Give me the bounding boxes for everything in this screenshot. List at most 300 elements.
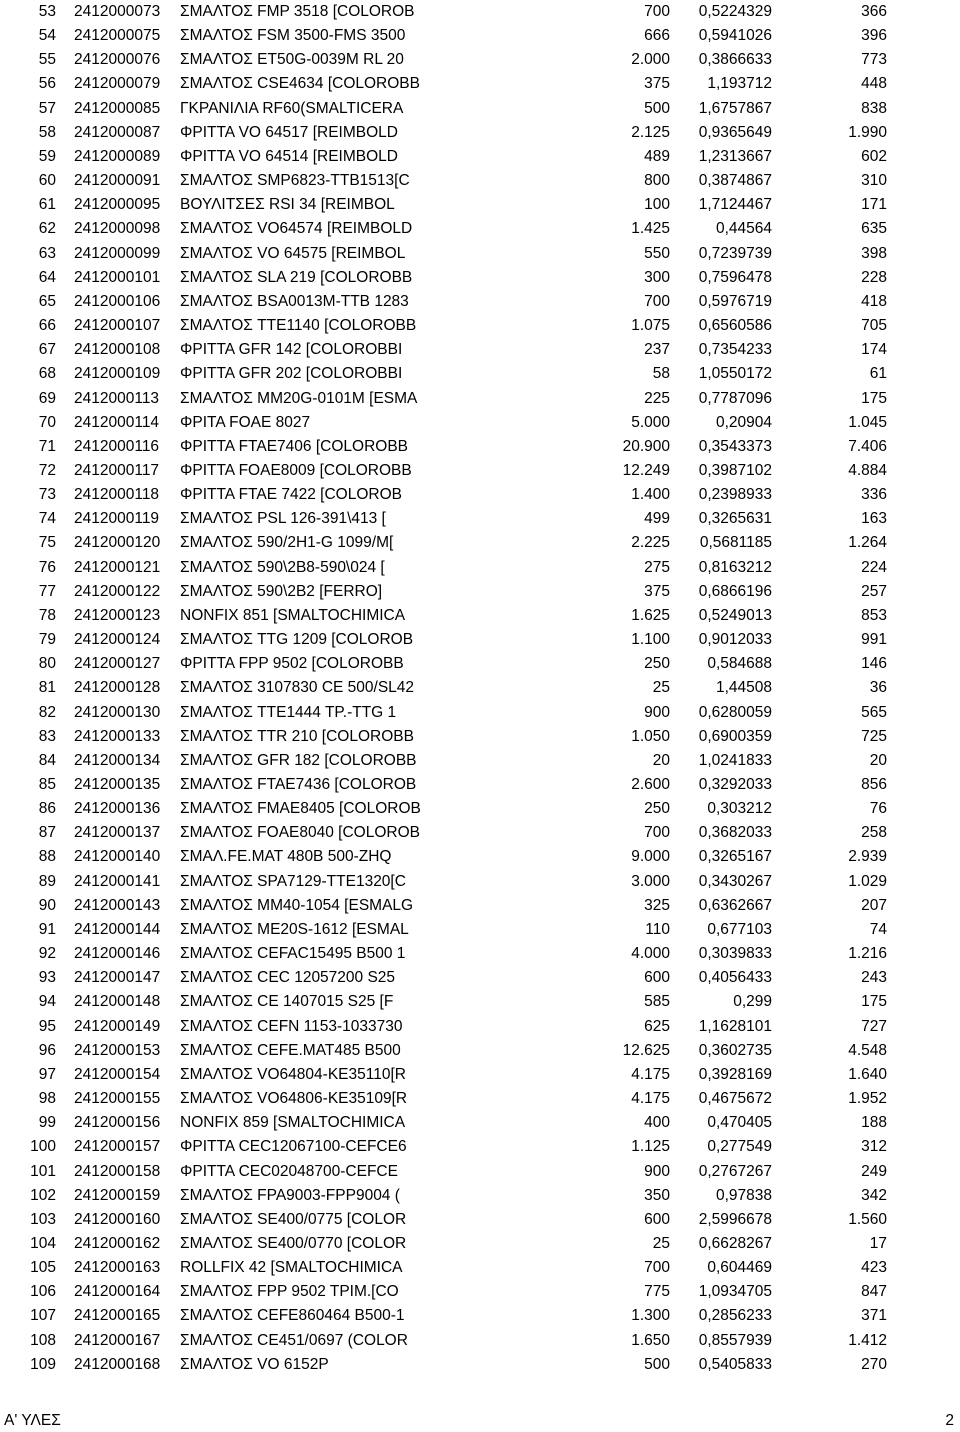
item-code: 2412000118 — [74, 486, 160, 504]
value: 336 — [861, 486, 887, 504]
unit-price: 0,2767267 — [698, 1162, 772, 1180]
table-row — [0, 24, 960, 48]
row-number: 109 — [30, 1355, 56, 1373]
value: 1.560 — [848, 1210, 887, 1228]
quantity: 1.125 — [631, 1138, 670, 1156]
row-spacer — [887, 48, 960, 72]
page-number: 2 — [945, 1412, 954, 1429]
row-number: 82 — [38, 703, 56, 721]
row-number: 88 — [38, 848, 56, 866]
row-spacer — [887, 483, 960, 507]
quantity: 489 — [644, 147, 670, 165]
row-spacer — [887, 942, 960, 966]
quantity: 1.075 — [631, 317, 670, 335]
item-description: NONFIX 851 [SMALTOCHIMICA — [180, 606, 406, 624]
item-description: ΣΜΑΛΤΟΣ SLA 219 [COLOROBB — [180, 268, 413, 286]
row-number: 79 — [38, 631, 56, 649]
table-row — [0, 1087, 960, 1111]
row-spacer — [887, 1135, 960, 1159]
unit-price: 0,5224329 — [698, 3, 772, 20]
row-spacer — [887, 1111, 960, 1135]
row-spacer — [887, 918, 960, 942]
table-row — [0, 1063, 960, 1087]
item-code: 2412000159 — [74, 1186, 161, 1204]
footer-section-label: Α' ΥΛΕΣ — [4, 1412, 61, 1429]
row-spacer — [887, 990, 960, 1014]
quantity: 110 — [645, 920, 670, 938]
item-description: ΦΡΙΤΤΑ VO 64514 [REIMBOLD — [180, 147, 398, 165]
row-number: 70 — [38, 413, 56, 431]
item-code: 2412000153 — [74, 1041, 161, 1059]
unit-price: 0,5681185 — [699, 534, 772, 552]
row-spacer — [887, 1353, 960, 1377]
row-spacer — [887, 966, 960, 990]
unit-price: 0,584688 — [707, 655, 772, 673]
value: 175 — [861, 993, 887, 1011]
item-code: 2412000073 — [74, 3, 161, 20]
unit-price: 0,3987102 — [698, 461, 772, 479]
item-description: ΣΜΑΛΤΟΣ CEFE860464 B500-1 — [180, 1307, 405, 1325]
item-code: 2412000114 — [74, 413, 160, 431]
item-code: 2412000109 — [74, 365, 161, 383]
table-row — [0, 966, 960, 990]
row-spacer — [887, 1304, 960, 1328]
quantity: 585 — [644, 993, 670, 1011]
row-spacer — [887, 604, 960, 628]
value: 4.884 — [848, 461, 887, 479]
item-code: 2412000144 — [74, 920, 161, 938]
item-code: 2412000147 — [74, 969, 161, 987]
item-description: ΦΡΙΤΤΑ GFR 142 [COLOROBBI — [180, 341, 403, 359]
row-spacer — [887, 797, 960, 821]
item-code: 2412000087 — [74, 123, 161, 141]
item-description: ΣΜΑΛΤΟΣ TTR 210 [COLOROBB — [180, 727, 414, 745]
row-number: 100 — [30, 1138, 56, 1156]
row-number: 83 — [38, 727, 56, 745]
row-number: 60 — [38, 172, 56, 190]
item-code: 2412000122 — [74, 582, 161, 600]
row-number: 98 — [38, 1090, 56, 1108]
unit-price: 0,2856233 — [698, 1307, 772, 1325]
table-row — [0, 894, 960, 918]
row-number: 75 — [38, 534, 56, 552]
row-number: 85 — [38, 776, 56, 793]
quantity: 800 — [644, 172, 670, 190]
value: 396 — [861, 27, 887, 45]
unit-price: 0,20904 — [715, 413, 772, 431]
row-number: 105 — [30, 1259, 56, 1277]
table-row — [0, 145, 960, 169]
item-code: 2412000113 — [74, 389, 160, 407]
table-row — [0, 531, 960, 555]
unit-price: 0,3543373 — [698, 437, 772, 455]
item-description: ΣΜΑΛΤΟΣ VO64806-KE35109[R — [180, 1090, 408, 1108]
unit-price: 0,8557939 — [698, 1331, 772, 1349]
unit-price: 0,470405 — [707, 1114, 772, 1132]
row-number: 76 — [38, 558, 56, 576]
row-spacer — [887, 242, 960, 266]
value: 838 — [861, 99, 887, 117]
row-number: 92 — [38, 945, 56, 963]
value: 188 — [861, 1114, 887, 1132]
item-description: ΣΜΑΛΤΟΣ GFR 182 [COLOROBB — [180, 751, 417, 769]
quantity: 4.000 — [631, 945, 670, 963]
quantity: 700 — [644, 824, 670, 842]
unit-price: 0,7787096 — [698, 389, 772, 407]
value: 1.640 — [848, 1065, 887, 1083]
quantity: 20.900 — [622, 437, 670, 455]
value: 725 — [861, 727, 887, 745]
value: 1.216 — [848, 945, 887, 963]
row-spacer — [887, 435, 960, 459]
item-code: 2412000107 — [74, 317, 161, 335]
value: 418 — [861, 292, 887, 310]
value: 727 — [861, 1017, 887, 1035]
row-spacer — [887, 676, 960, 700]
value: 7.406 — [848, 437, 887, 455]
item-code: 2412000168 — [74, 1355, 161, 1373]
item-description: ΣΜΑΛΤΟΣ SMP6823-TTB1513[C — [180, 172, 410, 190]
row-number: 67 — [38, 341, 56, 359]
item-description: ΓΚΡΑΝΙΛΙΑ RF60(SMALTICERA — [180, 99, 404, 117]
row-spacer — [887, 870, 960, 894]
value: 146 — [861, 655, 887, 673]
item-code: 2412000120 — [74, 534, 161, 552]
value: 853 — [861, 606, 887, 624]
row-number: 81 — [38, 679, 56, 697]
item-description: ΦΡΙΤΤΑ FTAE 7422 [COLOROB — [180, 486, 402, 504]
table-row — [0, 773, 960, 797]
item-code: 2412000157 — [74, 1138, 161, 1156]
quantity: 350 — [644, 1186, 670, 1204]
unit-price: 0,3039833 — [698, 945, 772, 963]
item-description: ΣΜΑΛΤΟΣ VO 6152P — [180, 1355, 329, 1373]
value: 224 — [861, 558, 887, 576]
quantity: 275 — [644, 558, 670, 576]
value: 371 — [861, 1307, 887, 1325]
quantity: 1.050 — [631, 727, 670, 745]
item-description: ΒΟΥΛΙΤΣΕΣ RSI 34 [REIMBOL — [180, 196, 395, 214]
unit-price: 0,677103 — [707, 920, 772, 938]
item-code: 2412000076 — [74, 51, 161, 69]
table-row — [0, 990, 960, 1014]
unit-price: 0,44564 — [715, 220, 772, 238]
row-spacer — [887, 773, 960, 797]
item-code: 2412000089 — [74, 147, 161, 165]
unit-price: 0,3265631 — [698, 510, 772, 528]
table-row — [0, 338, 960, 362]
item-code: 2412000130 — [74, 703, 161, 721]
item-description: ΣΜΑΛΤΟΣ 590\2B2 [FERRO] — [180, 582, 383, 600]
quantity: 500 — [644, 1355, 670, 1373]
quantity: 9.000 — [631, 848, 670, 866]
unit-price: 1,44508 — [715, 679, 772, 697]
item-description: ΦΡΙΤΤΑ GFR 202 [COLOROBBI — [180, 365, 403, 383]
row-spacer — [887, 556, 960, 580]
quantity: 100 — [644, 196, 670, 214]
value: 448 — [861, 75, 887, 93]
unit-price: 0,6900359 — [698, 727, 772, 745]
value: 258 — [861, 824, 887, 842]
unit-price: 0,6866196 — [698, 582, 772, 600]
row-number: 89 — [38, 872, 56, 890]
table-row — [0, 749, 960, 773]
item-code: 2412000116 — [74, 437, 160, 455]
value: 207 — [861, 896, 887, 914]
table-row — [0, 242, 960, 266]
row-number: 69 — [38, 389, 56, 407]
item-description: ΣΜΑΛΤΟΣ 3107830 CE 500/SL42 — [180, 679, 415, 697]
unit-price: 0,7354233 — [698, 341, 772, 359]
unit-price: 0,5249013 — [698, 606, 772, 624]
item-code: 2412000099 — [74, 244, 161, 262]
value: 635 — [861, 220, 887, 238]
unit-price: 0,2398933 — [698, 486, 772, 504]
quantity: 2.000 — [631, 51, 670, 69]
table-row — [0, 72, 960, 96]
row-number: 94 — [38, 993, 56, 1011]
item-code: 2412000117 — [74, 461, 160, 479]
item-code: 2412000075 — [74, 27, 161, 45]
quantity: 5.000 — [631, 413, 670, 431]
row-spacer — [887, 72, 960, 96]
value: 76 — [869, 800, 887, 818]
table-row — [0, 290, 960, 314]
row-spacer — [887, 217, 960, 241]
row-spacer — [887, 580, 960, 604]
unit-price: 0,5405833 — [698, 1355, 772, 1373]
row-number: 84 — [38, 751, 56, 769]
row-spacer — [887, 1280, 960, 1304]
item-code: 2412000149 — [74, 1017, 161, 1035]
item-code: 2412000167 — [74, 1331, 161, 1349]
quantity: 900 — [644, 1162, 670, 1180]
table-row — [0, 97, 960, 121]
table-row — [0, 676, 960, 700]
value: 398 — [861, 244, 887, 262]
item-description: ΣΜΑΛΤΟΣ VO64804-KE35110[R — [180, 1065, 406, 1083]
unit-price: 0,5976719 — [698, 292, 772, 310]
quantity: 225 — [644, 389, 670, 407]
row-number: 103 — [30, 1210, 56, 1228]
quantity: 775 — [644, 1283, 670, 1301]
quantity: 550 — [644, 244, 670, 262]
unit-price: 1,0934705 — [698, 1283, 772, 1301]
item-description: ΣΜΑΛΤΟΣ PSL 126-391\413 [ — [180, 510, 386, 528]
row-spacer — [887, 193, 960, 217]
unit-price: 0,6362667 — [698, 896, 772, 914]
item-description: ΣΜΑΛΤΟΣ TTE1140 [COLOROBB — [180, 317, 417, 335]
quantity: 700 — [644, 3, 670, 20]
row-number: 104 — [30, 1234, 56, 1252]
item-description: ΣΜΑΛΤΟΣ CEC 12057200 S25 — [180, 969, 396, 987]
quantity: 700 — [644, 1259, 670, 1277]
item-description: ΣΜΑΛΤΟΣ CEFAC15495 B500 1 — [180, 945, 406, 963]
row-number: 72 — [38, 461, 56, 479]
quantity: 375 — [644, 75, 670, 93]
table-row — [0, 556, 960, 580]
item-code: 2412000158 — [74, 1162, 161, 1180]
row-spacer — [887, 0, 960, 24]
table-row — [0, 266, 960, 290]
item-code: 2412000121 — [74, 558, 161, 576]
value: 602 — [861, 147, 887, 165]
value: 175 — [861, 389, 887, 407]
quantity: 250 — [644, 655, 670, 673]
value: 1.264 — [848, 534, 887, 552]
item-code: 2412000106 — [74, 292, 161, 310]
row-number: 58 — [38, 123, 56, 141]
item-code: 2412000160 — [74, 1210, 161, 1228]
item-code: 2412000165 — [74, 1307, 161, 1325]
row-number: 106 — [30, 1283, 56, 1301]
item-code: 2412000098 — [74, 220, 161, 238]
quantity: 1.300 — [631, 1307, 670, 1325]
row-spacer — [887, 459, 960, 483]
value: 1.412 — [848, 1331, 887, 1349]
row-spacer — [887, 387, 960, 411]
value: 773 — [861, 51, 887, 69]
table-row — [0, 1256, 960, 1280]
table-row — [0, 604, 960, 628]
row-number: 56 — [38, 75, 56, 93]
quantity: 58 — [652, 365, 670, 383]
unit-price: 0,4056433 — [698, 969, 772, 987]
quantity: 20 — [652, 751, 670, 769]
row-number: 54 — [38, 27, 56, 45]
quantity: 1.650 — [631, 1331, 670, 1349]
row-number: 68 — [38, 365, 56, 383]
row-spacer — [887, 411, 960, 435]
item-description: ΣΜΑΛΤΟΣ VO 64575 [REIMBOL — [180, 244, 406, 262]
item-description: ΣΜΑΛΤΟΣ VO64574 [REIMBOLD — [180, 220, 413, 238]
row-spacer — [887, 266, 960, 290]
row-spacer — [887, 1232, 960, 1256]
item-code: 2412000164 — [74, 1283, 161, 1301]
quantity: 12.625 — [622, 1041, 670, 1059]
table-row — [0, 1015, 960, 1039]
value: 366 — [861, 3, 887, 20]
row-number: 66 — [38, 317, 56, 335]
table-row — [0, 652, 960, 676]
table-row — [0, 1111, 960, 1135]
item-description: ΦΡΙΤΤΑ FTAE7406 [COLOROBB — [180, 437, 408, 455]
unit-price: 0,7239739 — [698, 244, 772, 262]
table-row — [0, 507, 960, 531]
item-code: 2412000135 — [74, 776, 161, 793]
item-description: ΣΜΑΛΤΟΣ SE400/0770 [COLOR — [180, 1234, 407, 1252]
quantity: 3.000 — [631, 872, 670, 890]
item-description: ΣΜΑΛΤΟΣ ME20S-1612 [ESMAL — [180, 920, 409, 938]
item-code: 2412000101 — [74, 268, 161, 286]
value: 174 — [861, 341, 887, 359]
row-spacer — [887, 362, 960, 386]
row-number: 59 — [38, 147, 56, 165]
unit-price: 0,3874867 — [698, 172, 772, 190]
value: 270 — [861, 1355, 887, 1373]
table-row — [0, 483, 960, 507]
row-spacer — [887, 290, 960, 314]
row-number: 101 — [30, 1162, 56, 1180]
quantity: 4.175 — [631, 1090, 670, 1108]
row-spacer — [887, 1329, 960, 1353]
quantity: 300 — [644, 268, 670, 286]
row-spacer — [887, 725, 960, 749]
quantity: 2.125 — [631, 123, 670, 141]
quantity: 600 — [644, 1210, 670, 1228]
table-row — [0, 1280, 960, 1304]
item-description: ΣΜΑΛΤΟΣ ET50G-0039M RL 20 — [180, 51, 404, 69]
unit-price: 0,299 — [733, 993, 772, 1011]
table-row — [0, 387, 960, 411]
table-row — [0, 1184, 960, 1208]
table-row — [0, 1039, 960, 1063]
quantity: 700 — [644, 292, 670, 310]
item-code: 2412000079 — [74, 75, 161, 93]
value: 257 — [861, 582, 887, 600]
row-number: 74 — [38, 510, 56, 528]
value: 856 — [861, 776, 887, 793]
quantity: 2.600 — [631, 776, 670, 793]
item-code: 2412000119 — [74, 510, 160, 528]
item-description: ΣΜΑΛΤΟΣ FOAE8040 [COLOROB — [180, 824, 420, 842]
item-description: ΣΜΑΛΤΟΣ 590\2B8-590\024 [ — [180, 558, 385, 576]
item-code: 2412000136 — [74, 800, 161, 818]
unit-price: 0,4675672 — [698, 1090, 772, 1108]
unit-price: 1,193712 — [707, 75, 772, 93]
unit-price: 0,6280059 — [698, 703, 772, 721]
unit-price: 1,7124467 — [698, 196, 772, 214]
row-spacer — [887, 1208, 960, 1232]
unit-price: 0,5941026 — [698, 27, 772, 45]
quantity: 325 — [644, 896, 670, 914]
unit-price: 2,5996678 — [698, 1210, 772, 1228]
unit-price: 1,0241833 — [698, 751, 772, 769]
row-spacer — [887, 24, 960, 48]
item-code: 2412000156 — [74, 1114, 161, 1132]
table-row — [0, 314, 960, 338]
unit-price: 0,97838 — [715, 1186, 772, 1204]
table-row — [0, 1353, 960, 1377]
row-spacer — [887, 652, 960, 676]
unit-price: 1,0550172 — [698, 365, 772, 383]
item-description: ΣΜΑΛΤΟΣ BSA0013M-TTB 1283 — [180, 292, 409, 310]
quantity: 4.175 — [631, 1065, 670, 1083]
table-row — [0, 459, 960, 483]
row-number: 102 — [30, 1186, 56, 1204]
item-description: ΣΜΑΛΤΟΣ CSE4634 [COLOROBB — [180, 75, 420, 93]
row-spacer — [887, 628, 960, 652]
row-number: 86 — [38, 800, 56, 818]
quantity: 400 — [644, 1114, 670, 1132]
unit-price: 0,3928169 — [698, 1065, 772, 1083]
item-code: 2412000134 — [74, 751, 161, 769]
row-spacer — [887, 1184, 960, 1208]
quantity: 499 — [644, 510, 670, 528]
item-description: ΣΜΑΛΤΟΣ CEFN 1153-1033730 — [180, 1017, 403, 1035]
table-row — [0, 411, 960, 435]
row-number: 108 — [30, 1331, 56, 1349]
unit-price: 0,3866633 — [698, 51, 772, 69]
table-row — [0, 435, 960, 459]
item-description: ΣΜΑΛΤΟΣ FPA9003-FPP9004 ( — [180, 1186, 400, 1204]
table-row — [0, 121, 960, 145]
table-row — [0, 918, 960, 942]
quantity: 666 — [644, 27, 670, 45]
row-spacer — [887, 531, 960, 555]
value: 17 — [869, 1234, 887, 1252]
value: 228 — [861, 268, 887, 286]
